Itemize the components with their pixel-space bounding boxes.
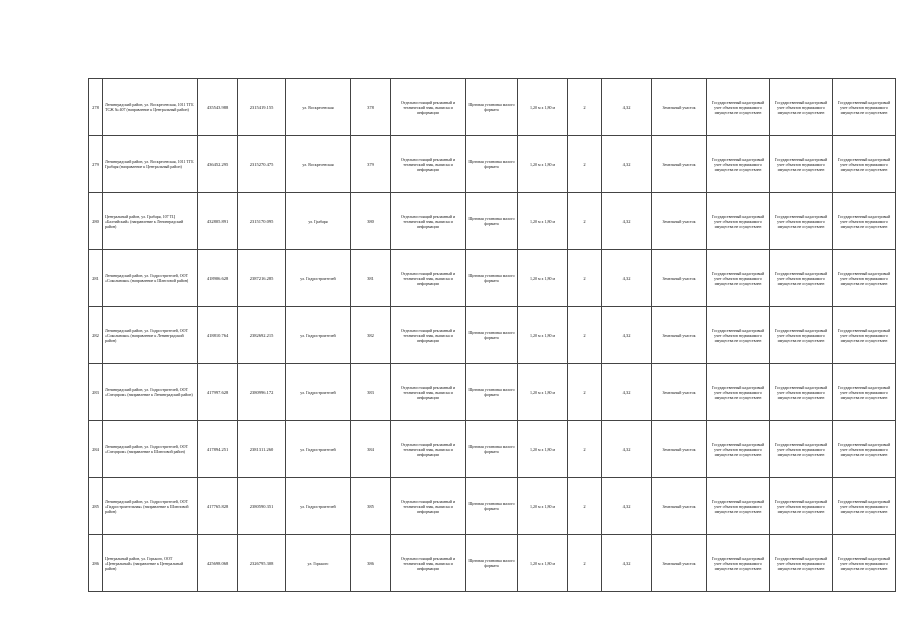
- format-cell: Щитовая установка малого формата: [466, 421, 518, 478]
- coord-x-cell: 417894.251: [198, 421, 238, 478]
- construction-type-cell: Отдельностоящий рекламный и технический знак, выписка и информации: [391, 535, 466, 592]
- size-cell: 1,20 м х 1,80 м: [518, 364, 568, 421]
- cadastre-status-cell: Государственный кадастровый учет объектов недвижимого имущества не осуществлен: [833, 250, 896, 307]
- coord-x-cell: 417765.828: [198, 478, 238, 535]
- address-cell: Ленинградский район, ул. Гидрострителей, ООТ «Гидростроительная» (направление к Шлюзовой район): [103, 478, 198, 535]
- row-number-cell: 279: [89, 136, 103, 193]
- sides-cell: 2: [568, 307, 602, 364]
- table-row: [89, 364, 896, 421]
- street-cell: ул. Грабаря: [286, 193, 351, 250]
- row-number-cell: 280: [89, 193, 103, 250]
- cadastre-status-cell: Государственный кадастровый учет объектов недвижимого имущества не осуществлен: [707, 478, 770, 535]
- cadastre-status-cell: Государственный кадастровый учет объектов недвижимого имущества не осуществлен: [707, 193, 770, 250]
- coord-x-cell: 418906.628: [198, 250, 238, 307]
- object-id-cell: 383: [351, 364, 391, 421]
- format-cell: Щитовая установка малого формата: [466, 193, 518, 250]
- row-number-cell: 283: [89, 364, 103, 421]
- row-number-cell: 286: [89, 535, 103, 592]
- size-cell: 1,20 м х 1,80 м: [518, 136, 568, 193]
- coord-y-cell: 2315270.475: [238, 136, 286, 193]
- coord-y-cell: 2381311.260: [238, 421, 286, 478]
- construction-type-cell: Отдельностоящий рекламный и технический знак, выписка и информации: [391, 193, 466, 250]
- area-cell: 4,32: [602, 364, 652, 421]
- coord-y-cell: 2380996.172: [238, 364, 286, 421]
- format-cell: Щитовая установка малого формата: [466, 250, 518, 307]
- construction-type-cell: Отдельностоящий рекламный и технический знак, выписка и информации: [391, 79, 466, 136]
- cadastre-status-cell: Государственный кадастровый учет объектов недвижимого имущества не осуществлен: [833, 193, 896, 250]
- land-cell: Земельный участок: [652, 250, 707, 307]
- area-cell: 4,32: [602, 535, 652, 592]
- table-row: [89, 193, 896, 250]
- object-id-cell: 381: [351, 250, 391, 307]
- cadastre-status-cell: Государственный кадастровый учет объектов недвижимого имущества не осуществлен: [770, 250, 833, 307]
- sides-cell: 2: [568, 421, 602, 478]
- object-id-cell: 378: [351, 79, 391, 136]
- cadastre-status-cell: Государственный кадастровый учет объектов недвижимого имущества не осуществлен: [833, 136, 896, 193]
- coord-x-cell: 436452.295: [198, 136, 238, 193]
- coord-y-cell: 2326795.308: [238, 535, 286, 592]
- coord-y-cell: 2382692.215: [238, 307, 286, 364]
- format-cell: Щитовая установка малого формата: [466, 136, 518, 193]
- cadastre-status-cell: Государственный кадастровый учет объектов недвижимого имущества не осуществлен: [833, 478, 896, 535]
- area-cell: 4,32: [602, 478, 652, 535]
- land-cell: Земельный участок: [652, 136, 707, 193]
- address-cell: Центральный район, ул. Горького, ООТ «Центральный» (направление к Центральный район): [103, 535, 198, 592]
- object-id-cell: 379: [351, 136, 391, 193]
- sides-cell: 2: [568, 79, 602, 136]
- row-number-cell: 284: [89, 421, 103, 478]
- cadastre-status-cell: Государственный кадастровый учет объектов недвижимого имущества не осуществлен: [833, 307, 896, 364]
- address-cell: Центральный район, ул. Грабаря, 107 ТЦ «Балтийский» (направление к Ленинградский район): [103, 193, 198, 250]
- coord-x-cell: 435543.988: [198, 79, 238, 136]
- table-row: [89, 307, 896, 364]
- coord-y-cell: 2380590.351: [238, 478, 286, 535]
- street-cell: ул. Гидростроителей: [286, 307, 351, 364]
- table-row: [89, 535, 896, 592]
- street-cell: ул. Воскресенская: [286, 79, 351, 136]
- object-id-cell: 386: [351, 535, 391, 592]
- street-cell: ул. Горького: [286, 535, 351, 592]
- area-cell: 4,32: [602, 136, 652, 193]
- address-cell: Ленинградский район, ул. Воскресенская, 1011 ТГБ ТСЖ № 407 (направление к Центральный район): [103, 79, 198, 136]
- object-id-cell: 384: [351, 421, 391, 478]
- size-cell: 1,20 м х 1,80 м: [518, 421, 568, 478]
- sides-cell: 2: [568, 136, 602, 193]
- coord-y-cell: 2315419.155: [238, 79, 286, 136]
- cadastre-status-cell: Государственный кадастровый учет объектов недвижимого имущества не осуществлен: [770, 193, 833, 250]
- area-cell: 4,32: [602, 421, 652, 478]
- format-cell: Щитовая установка малого формата: [466, 478, 518, 535]
- format-cell: Щитовая установка малого формата: [466, 535, 518, 592]
- sides-cell: 2: [568, 193, 602, 250]
- row-number-cell: 282: [89, 307, 103, 364]
- cadastre-status-cell: Государственный кадастровый учет объектов недвижимого имущества не осуществлен: [770, 364, 833, 421]
- size-cell: 1,20 м х 1,80 м: [518, 250, 568, 307]
- address-cell: Ленинградский район, ул. Гидрострителей, ООТ «Спецпром» (направление к Шлюзовой район): [103, 421, 198, 478]
- size-cell: 1,20 м х 1,80 м: [518, 193, 568, 250]
- sides-cell: 2: [568, 250, 602, 307]
- address-cell: Ленинградский район, ул. Гидрострителей, ООТ «Сокольники» (направление к Шлюзовой район): [103, 250, 198, 307]
- construction-type-cell: Отдельностоящий рекламный и технический знак, выписка и информации: [391, 478, 466, 535]
- land-cell: Земельный участок: [652, 307, 707, 364]
- placement-table: [88, 78, 896, 592]
- object-id-cell: 385: [351, 478, 391, 535]
- cadastre-status-cell: Государственный кадастровый учет объектов недвижимого имущества не осуществлен: [707, 250, 770, 307]
- table-row: [89, 136, 896, 193]
- address-cell: Ленинградский район, ул. Гидрострителей, ООТ «Сокольники» (направление к Ленинградский район): [103, 307, 198, 364]
- cadastre-status-cell: Государственный кадастровый учет объектов недвижимого имущества не осуществлен: [770, 79, 833, 136]
- land-cell: Земельный участок: [652, 364, 707, 421]
- cadastre-status-cell: Государственный кадастровый учет объектов недвижимого имущества не осуществлен: [707, 421, 770, 478]
- format-cell: Щитовая установка малого формата: [466, 364, 518, 421]
- street-cell: ул. Гидростроителей: [286, 364, 351, 421]
- cadastre-status-cell: Государственный кадастровый учет объектов недвижимого имущества не осуществлен: [770, 421, 833, 478]
- street-cell: ул. Воскресенская: [286, 136, 351, 193]
- cadastre-status-cell: Государственный кадастровый учет объектов недвижимого имущества не осуществлен: [770, 307, 833, 364]
- area-cell: 4,32: [602, 193, 652, 250]
- construction-type-cell: Отдельностоящий рекламный и технический знак, выписка и информации: [391, 421, 466, 478]
- table-row: [89, 421, 896, 478]
- size-cell: 1,20 м х 1,80 м: [518, 478, 568, 535]
- format-cell: Щитовая установка малого формата: [466, 307, 518, 364]
- construction-type-cell: Отдельностоящий рекламный и технический знак, выписка и информации: [391, 307, 466, 364]
- coord-y-cell: 2387216.285: [238, 250, 286, 307]
- land-cell: Земельный участок: [652, 421, 707, 478]
- row-number-cell: 278: [89, 79, 103, 136]
- land-cell: Земельный участок: [652, 478, 707, 535]
- coord-x-cell: 417997.628: [198, 364, 238, 421]
- object-id-cell: 382: [351, 307, 391, 364]
- cadastre-status-cell: Государственный кадастровый учет объектов недвижимого имущества не осуществлен: [707, 535, 770, 592]
- cadastre-status-cell: Государственный кадастровый учет объектов недвижимого имущества не осуществлен: [707, 364, 770, 421]
- cadastre-status-cell: Государственный кадастровый учет объектов недвижимого имущества не осуществлен: [833, 79, 896, 136]
- coord-x-cell: 418810.764: [198, 307, 238, 364]
- table-row: [89, 250, 896, 307]
- address-cell: Ленинградский район, ул. Гидрострителей, ООТ «Спецпром» (направление к Ленинградский район): [103, 364, 198, 421]
- cadastre-status-cell: Государственный кадастровый учет объектов недвижимого имущества не осуществлен: [833, 421, 896, 478]
- land-cell: Земельный участок: [652, 79, 707, 136]
- format-cell: Щитовая установка малого формата: [466, 79, 518, 136]
- area-cell: 4,32: [602, 250, 652, 307]
- sides-cell: 2: [568, 535, 602, 592]
- land-cell: Земельный участок: [652, 535, 707, 592]
- construction-type-cell: Отдельностоящий рекламный и технический знак, выписка и информации: [391, 136, 466, 193]
- row-number-cell: 285: [89, 478, 103, 535]
- construction-type-cell: Отдельностоящий рекламный и технический знак, выписка и информации: [391, 250, 466, 307]
- cadastre-status-cell: Государственный кадастровый учет объектов недвижимого имущества не осуществлен: [707, 136, 770, 193]
- cadastre-status-cell: Государственный кадастровый учет объектов недвижимого имущества не осуществлен: [770, 478, 833, 535]
- size-cell: 1,20 м х 1,80 м: [518, 307, 568, 364]
- coord-x-cell: 432805.891: [198, 193, 238, 250]
- sides-cell: 2: [568, 478, 602, 535]
- area-cell: 4,32: [602, 307, 652, 364]
- coord-y-cell: 2315170.095: [238, 193, 286, 250]
- cadastre-status-cell: Государственный кадастровый учет объектов недвижимого имущества не осуществлен: [770, 535, 833, 592]
- street-cell: ул. Гидростроителей: [286, 478, 351, 535]
- land-cell: Земельный участок: [652, 193, 707, 250]
- street-cell: ул. Гидростроителей: [286, 421, 351, 478]
- coord-x-cell: 425698.068: [198, 535, 238, 592]
- cadastre-status-cell: Государственный кадастровый учет объектов недвижимого имущества не осуществлен: [707, 79, 770, 136]
- size-cell: 1,20 м х 1,80 м: [518, 535, 568, 592]
- cadastre-status-cell: Государственный кадастровый учет объектов недвижимого имущества не осуществлен: [833, 364, 896, 421]
- construction-type-cell: Отдельностоящий рекламный и технический знак, выписка и информации: [391, 364, 466, 421]
- document-sheet: [88, 78, 891, 592]
- cadastre-status-cell: Государственный кадастровый учет объектов недвижимого имущества не осуществлен: [833, 535, 896, 592]
- cadastre-status-cell: Государственный кадастровый учет объектов недвижимого имущества не осуществлен: [707, 307, 770, 364]
- table-row: [89, 79, 896, 136]
- row-number-cell: 281: [89, 250, 103, 307]
- table-row: [89, 478, 896, 535]
- cadastre-status-cell: Государственный кадастровый учет объектов недвижимого имущества не осуществлен: [770, 136, 833, 193]
- address-cell: Ленинградский район, ул. Воскресенская, 1011 ТГБ Грабаря (направление к Центральный район): [103, 136, 198, 193]
- size-cell: 1,20 м х 1,80 м: [518, 79, 568, 136]
- area-cell: 4,32: [602, 79, 652, 136]
- street-cell: ул. Гидростроителей: [286, 250, 351, 307]
- sides-cell: 2: [568, 364, 602, 421]
- object-id-cell: 380: [351, 193, 391, 250]
